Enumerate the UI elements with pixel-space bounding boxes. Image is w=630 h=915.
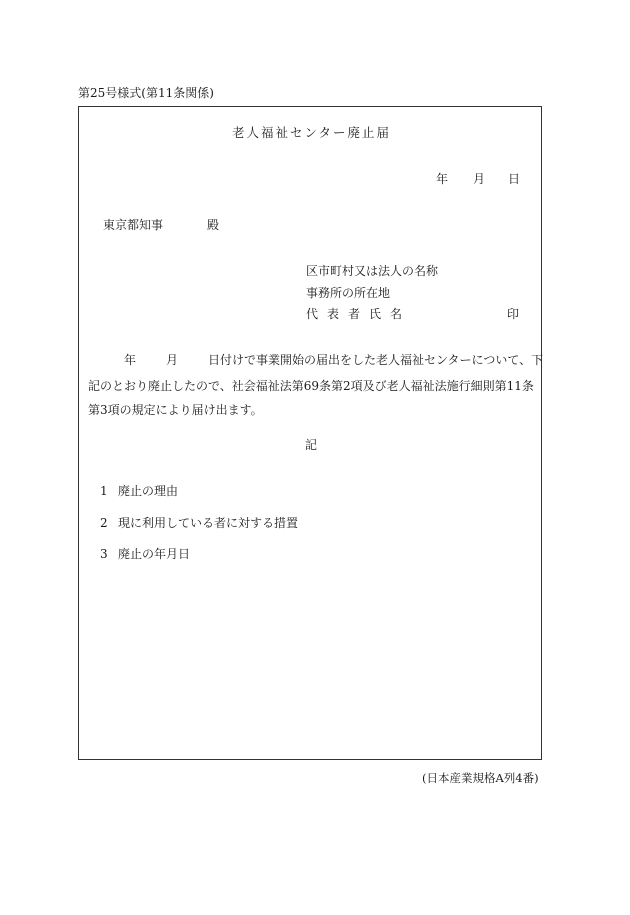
body-month-label: 月 xyxy=(166,353,179,367)
seal-mark: 印 xyxy=(507,307,520,321)
paper-size-note: (日本産業規格A列4番) xyxy=(422,771,539,785)
applicant-name-label: 区市町村又は法人の名称 xyxy=(306,264,439,278)
body-line-3: 第3項の規定により届け出ます。 xyxy=(88,403,263,417)
item-label: 廃止の年月日 xyxy=(118,547,191,561)
form-frame xyxy=(78,106,542,760)
list-item xyxy=(100,545,190,562)
item-number: 1 xyxy=(100,484,108,498)
addressee-name: 東京都知事 xyxy=(103,218,164,232)
body-line-2: 記のとおり廃止したので、社会福祉法第69条第2項及び老人福祉法施行細則第11条 xyxy=(88,379,534,393)
date-month-label: 月 xyxy=(473,172,486,186)
applicant-office-label: 事務所の所在地 xyxy=(306,286,391,300)
representative-name-label: 代表者氏名 xyxy=(306,307,412,321)
list-item xyxy=(100,514,298,531)
item-label: 廃止の理由 xyxy=(118,484,179,498)
body-line-1 xyxy=(88,351,543,368)
ki-heading: 記 xyxy=(305,438,318,452)
document-title: 老人福祉センター廃止届 xyxy=(232,125,392,140)
addressee-suffix: 殿 xyxy=(207,218,220,232)
item-number: 2 xyxy=(100,516,108,530)
body-year-label: 年 xyxy=(124,353,137,367)
date-day-label: 日 xyxy=(508,172,521,186)
item-label: 現に利用している者に対する措置 xyxy=(118,516,299,530)
body-line-1-text: 日付けで事業開始の届出をした老人福祉センターについて、下 xyxy=(208,353,544,367)
date-year-label: 年 xyxy=(436,172,449,186)
list-item xyxy=(100,482,178,499)
form-number-label: 第25号様式(第11条関係) xyxy=(78,86,214,100)
item-number: 3 xyxy=(100,547,108,561)
